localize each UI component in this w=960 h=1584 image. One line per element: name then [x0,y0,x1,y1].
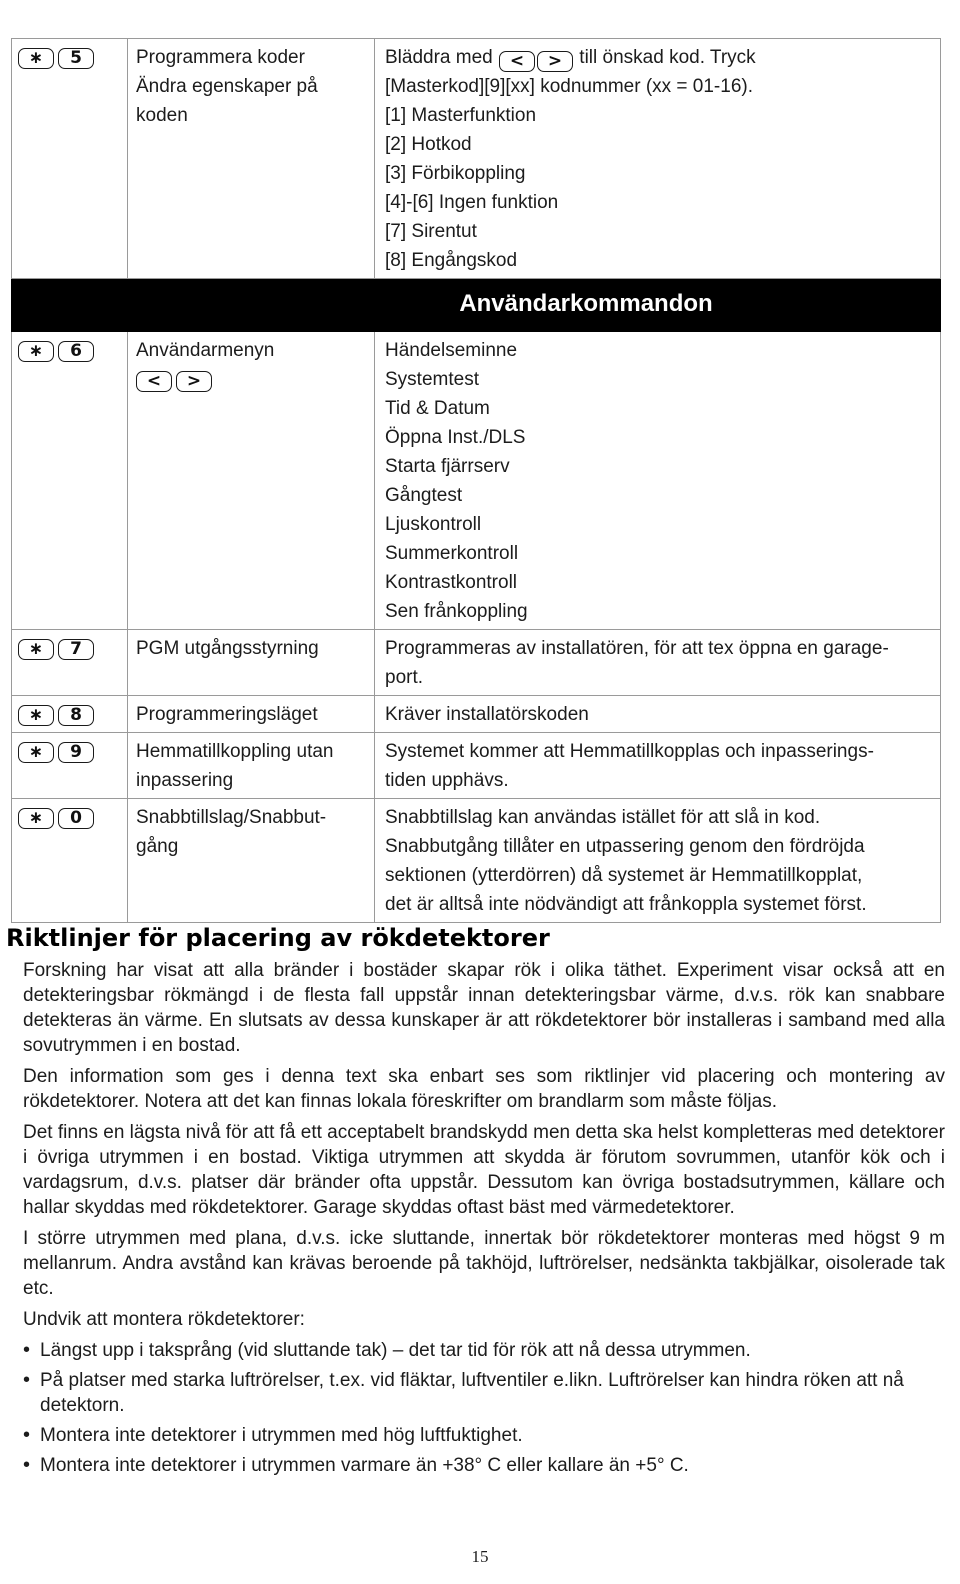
digit-key-icon: 6 [58,341,94,362]
description-line: Systemet kommer att Hemmatillkopplas och inpasserings- [385,741,874,762]
table-header-row [12,279,941,332]
command-description-cell [375,696,941,733]
browse-instruction: Bläddra med < > till önskad kod. Tryck [385,47,756,71]
paragraph: I större utrymmen med plana, d.v.s. icke sluttande, innertak bör rökdetektorer monteras med högst 9 m mellanrum. Andra avstånd kan krävas beroende på takhöjd, luftrörelser, nedsänkta takbjälkar, oisolerade tak etc. [23,1228,945,1299]
menu-item: Systemtest [385,369,479,390]
command-name-cell [128,733,375,799]
right-arrow-key-icon: > [176,371,212,392]
paragraph: Det finns en lägsta nivå för att få ett acceptabelt brandskydd men detta ska helst kompletteras med detektorer i övriga utrymmen i en bostad. Viktiga utrymmen att skydda är förutom sovrummen, utanför kök och i vardagsrum, d.v.s. platser där bränder ofta uppstår. Dessutom kan övriga bostadsutrymmen, källare och hallar skyddas med rökdetektorer. Garage skyddas oftast bäst med värmedetektorer. [23,1122,946,1218]
description-line: Kräver installatörskoden [385,704,589,725]
menu-item: Starta fjärrserv [385,456,510,477]
description-line: det är alltså inte nödvändigt att frånkoppla systemet först. [385,894,867,915]
menu-item: Tid & Datum [385,398,490,419]
command-name: inpassering [136,770,234,791]
paragraph: Forskning har visat att alla bränder i bostäder skapar rök i olika täthet. Experiment visar också att en detekteringsbar rökmängd i de flesta fall uppstår innan detekteringsbar värme, d.v.s. rök kan snabbare detekteras än värme. En slutsats av dessa kunskaper är att rökdetektorer bör installeras i samband med alla sovutrymmen i en bostad. [23,960,945,1056]
command-name: Programmera koder [136,47,305,68]
command-name: Snabbtillslag/Snabbut- [136,807,327,828]
key-combo-cell [12,799,128,923]
command-description-cell [375,630,941,696]
key-combo-cell [12,332,128,630]
description-line: Snabbutgång tillåter en utpassering genom den fördröjda [385,836,865,857]
description-line: tiden upphävs. [385,770,509,791]
right-arrow-key-icon: > [537,51,573,72]
star-key-icon: ∗ [18,48,54,69]
command-description-cell [375,733,941,799]
star-key-icon: ∗ [18,705,54,726]
table-row [12,696,941,733]
menu-item: Öppna Inst./DLS [385,427,526,448]
command-name-cell [128,630,375,696]
description-line: [8] Engångskod [385,250,518,271]
command-description-cell [375,39,941,279]
key-combo-cell [12,696,128,733]
key-combo-cell [12,733,128,799]
command-name: Hemmatillkoppling utan [136,741,334,762]
digit-key-icon: 8 [58,705,94,726]
section-title: Riktlinjer för placering av rökdetektorer [6,924,550,952]
command-name-cell [128,696,375,733]
menu-item: Gångtest [385,485,463,506]
table-row [12,799,941,923]
table-header-cell [12,279,941,332]
command-name-cell [128,332,375,630]
description-line: sektionen (ytterdörren) då systemet är Hemmatillkopplat, [385,865,863,886]
command-name: Användarmenyn [136,340,275,361]
list-item: • Längst upp i taksprång (vid sluttande tak) – det tar tid för rök att nå dessa utrymmen. [23,1338,945,1363]
description-line: [4]-[6] Ingen funktion [385,192,559,213]
list-item: • På platser med starka luftrörelser, t.ex. vid fläktar, luftventiler e.likn. Luftrörelser kan hindra röken att nå detektorn. [23,1368,945,1418]
list-item: • Montera inte detektorer i utrymmen varmare än +38° C eller kallare än +5° C. [23,1453,945,1478]
description-line: [7] Sirentut [385,221,477,242]
command-name-cell [128,39,375,279]
left-arrow-key-icon: < [499,51,535,72]
digit-key-icon: 9 [58,742,94,763]
star-key-icon: ∗ [18,341,54,362]
star-key-icon: ∗ [18,742,54,763]
command-description-cell [375,332,941,630]
menu-item: Ljuskontroll [385,514,482,535]
section-header: Användarkommandon [459,290,713,317]
bullet-list [23,1338,945,1478]
key-combo-cell [12,39,128,279]
digit-key-icon: 7 [58,639,94,660]
left-arrow-key-icon: < [136,371,172,392]
command-name: Ändra egenskaper på [136,76,318,97]
description-line: [2] Hotkod [385,134,472,155]
description-line: Snabbtillslag kan användas istället för att slå in kod. [385,807,821,828]
table-row [12,39,941,279]
description-line: [1] Masterfunktion [385,105,537,126]
menu-item: Händelseminne [385,340,518,361]
menu-item: Kontrastkontroll [385,572,518,593]
digit-key-icon: 5 [58,48,94,69]
menu-item: Sen frånkoppling [385,601,528,622]
description-line: [3] Förbikoppling [385,163,526,184]
list-item: • Montera inte detektorer i utrymmen med hög luftfuktighet. [23,1423,945,1448]
star-key-icon: ∗ [18,808,54,829]
description-line: port. [385,667,424,688]
command-description-cell [375,799,941,923]
table-row [12,332,941,630]
digit-key-icon: 0 [58,808,94,829]
description-line: Programmeras av installatören, för att tex öppna en garage- [385,638,889,659]
paragraph: Den information som ges i denna text ska enbart ses som riktlinjer vid placering och montering av rökdetektorer. Notera att det kan finnas lokala föreskrifter om brandlarm som måste följas. [23,1066,945,1112]
command-name: gång [136,836,179,857]
table-row [12,630,941,696]
page-number: 15 [471,1547,489,1566]
command-name: Programmeringsläget [136,704,318,725]
command-name: PGM utgångsstyrning [136,638,319,659]
paragraph: Undvik att montera rökdetektorer: [23,1309,305,1330]
star-key-icon: ∗ [18,639,54,660]
user-commands-table [11,38,941,923]
command-name: koden [136,105,188,126]
key-combo-cell [12,630,128,696]
menu-item: Summerkontroll [385,543,519,564]
table-row [12,733,941,799]
command-name-cell [128,799,375,923]
guidelines-body [23,958,945,1483]
description-line: [Masterkod][9][xx] kodnummer (xx = 01-16). [385,76,753,97]
